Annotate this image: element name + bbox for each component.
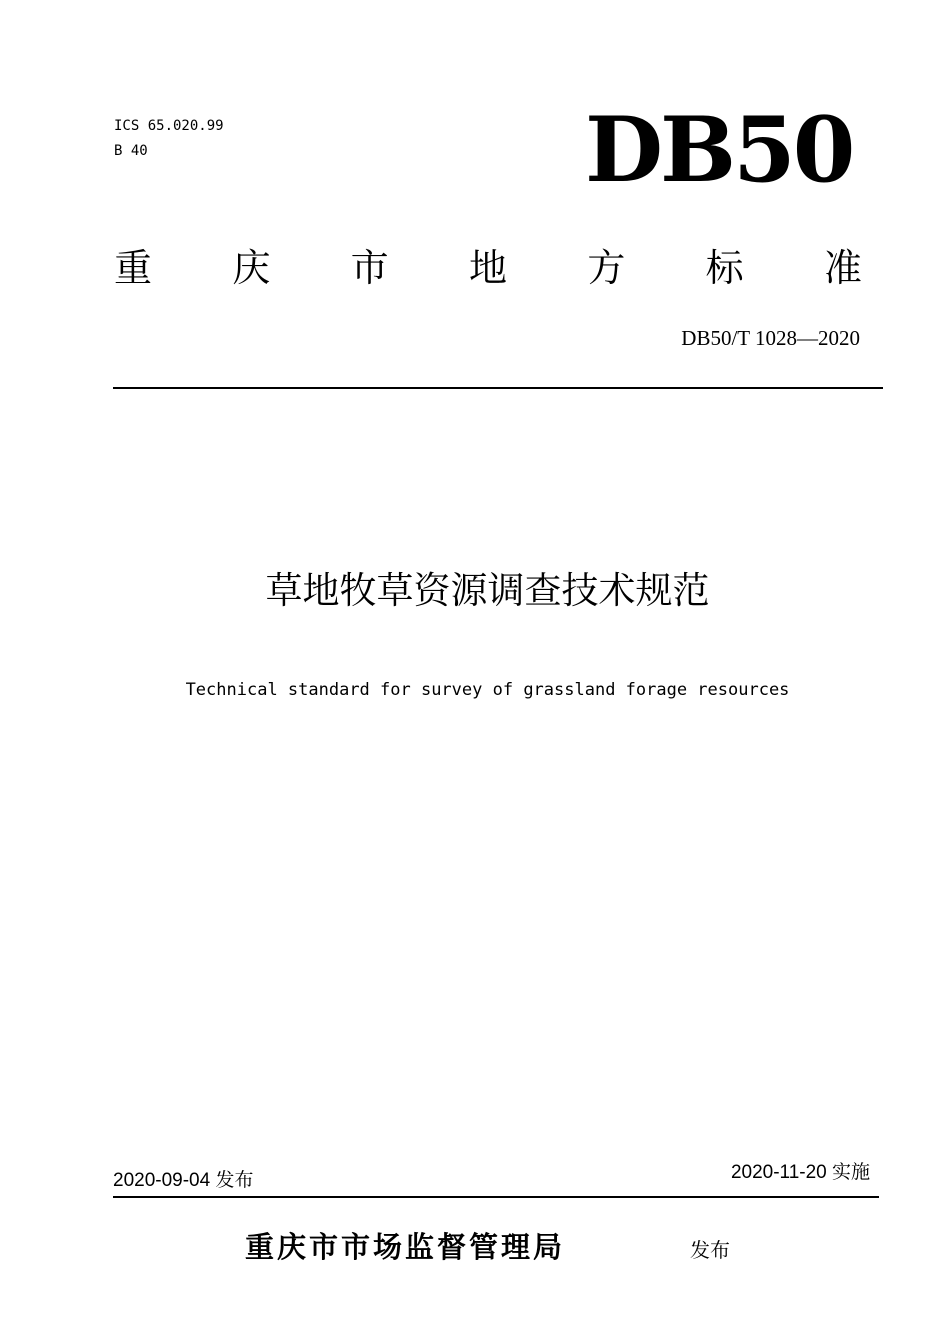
issuer-suffix: 发布 xyxy=(690,1238,730,1262)
standard-type-char: 准 xyxy=(823,246,862,290)
standard-type-char: 市 xyxy=(350,246,389,290)
top-divider xyxy=(113,387,883,389)
title-english: Technical standard for survey of grassland forage resources xyxy=(185,680,790,700)
standard-type-char: 重 xyxy=(114,246,153,290)
title-chinese: 草地牧草资源调查技术规范 xyxy=(265,569,710,612)
standard-type-char: 方 xyxy=(587,246,626,290)
publish-date: 2020-09-04 发布 xyxy=(113,1170,254,1191)
standard-type-heading xyxy=(114,243,862,293)
standard-type-char: 庆 xyxy=(232,246,271,290)
ics-code: ICS 65.020.99 xyxy=(114,118,224,134)
bottom-divider xyxy=(113,1196,879,1198)
issuing-authority: 重庆市市场监督管理局 xyxy=(245,1230,566,1264)
db50-logo: DB50 xyxy=(585,97,853,203)
standard-number: DB50/T 1028—2020 xyxy=(681,326,860,350)
ccs-code: B 40 xyxy=(114,143,148,159)
implement-date: 2020-11-20 实施 xyxy=(730,1162,870,1183)
standard-type-char: 地 xyxy=(468,246,507,290)
standard-type-char: 标 xyxy=(705,246,744,290)
